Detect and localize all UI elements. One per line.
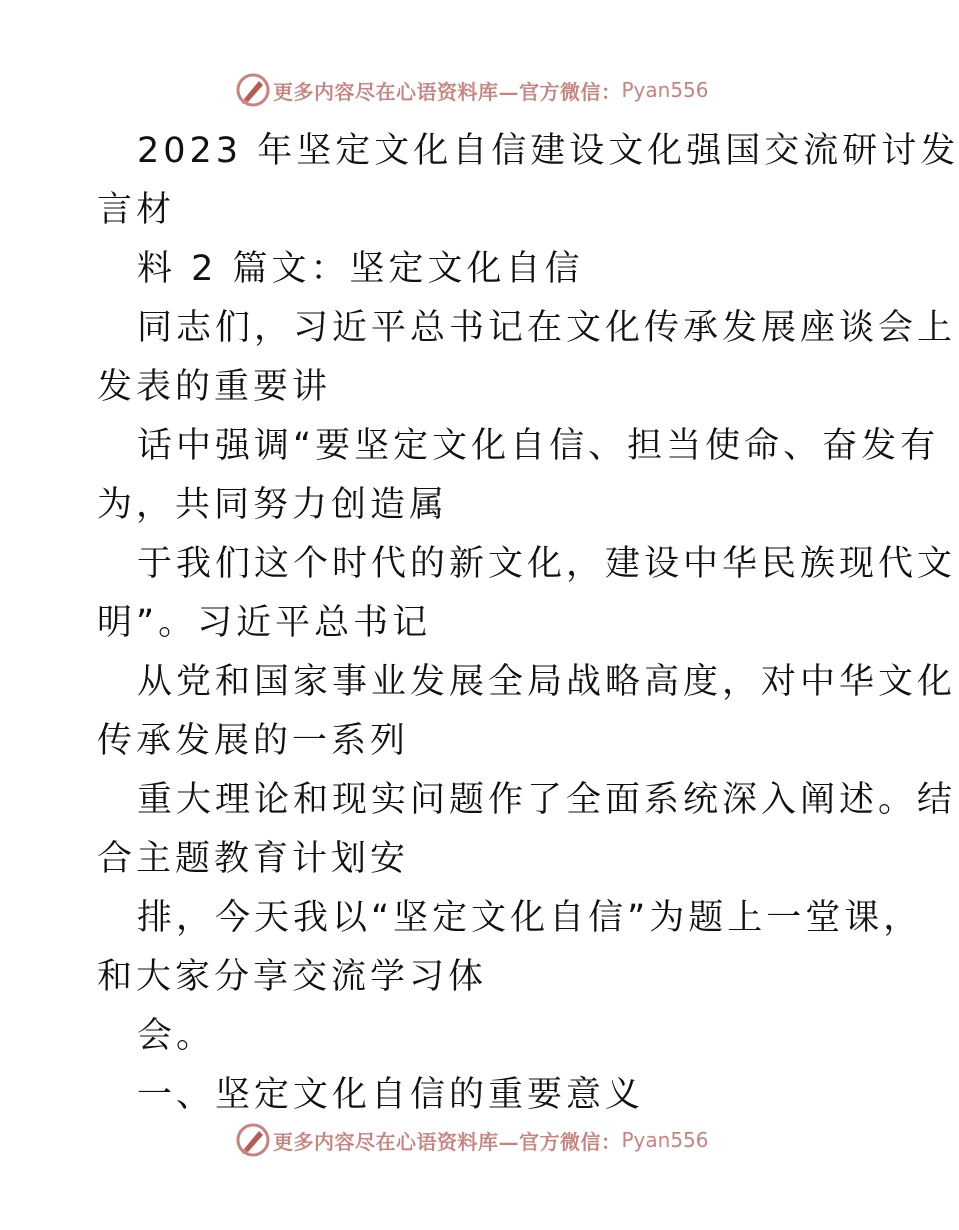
text-line: 排，今天我以“坚定文化自信”为题上一堂课， [137, 898, 923, 938]
text-line: 同志们，习近平总书记在文化传承发展座谈会上 [137, 308, 957, 348]
text-line: 明”。习近平总书记 [97, 603, 432, 643]
text-line: 和大家分享交流学习体 [97, 957, 488, 997]
pen-logo-icon [235, 72, 271, 108]
text-line: 言材 [97, 190, 176, 230]
text-line: 料 2 篇文：坚定文化自信 [137, 249, 584, 289]
document-body [97, 122, 959, 1125]
text-line: 话中强调“要坚定文化自信、担当使命、奋发有 [137, 426, 940, 466]
footer-watermark [235, 1120, 709, 1160]
text-line: 会。 [137, 1016, 216, 1056]
text-line: 合主题教育计划安 [97, 839, 410, 879]
text-line: 从党和国家事业发展全局战略高度，对中华文化 [137, 662, 957, 702]
watermark-promo-text: 更多内容尽在心语资料库—官方微信： [273, 1129, 622, 1154]
text-line: 为，共同努力创造属 [97, 485, 449, 525]
text-line: 于我们这个时代的新文化，建设中华民族现代文 [137, 544, 957, 584]
watermark-promo-text: 更多内容尽在心语资料库—官方微信： [273, 79, 622, 104]
text-line: 重大理论和现实问题作了全面系统深入阐述。结 [137, 780, 957, 820]
header-watermark [235, 70, 709, 110]
pen-logo-icon [235, 1122, 271, 1158]
text-line: 传承发展的一系列 [97, 721, 410, 761]
text-line: 发表的重要讲 [97, 367, 332, 407]
text-line: 2023 年坚定文化自信建设文化强国交流研讨发 [137, 131, 959, 171]
watermark-handle: Pyan556 [621, 78, 709, 102]
watermark-handle: Pyan556 [621, 1128, 709, 1152]
section-heading: 一、坚定文化自信的重要意义 [137, 1075, 645, 1115]
